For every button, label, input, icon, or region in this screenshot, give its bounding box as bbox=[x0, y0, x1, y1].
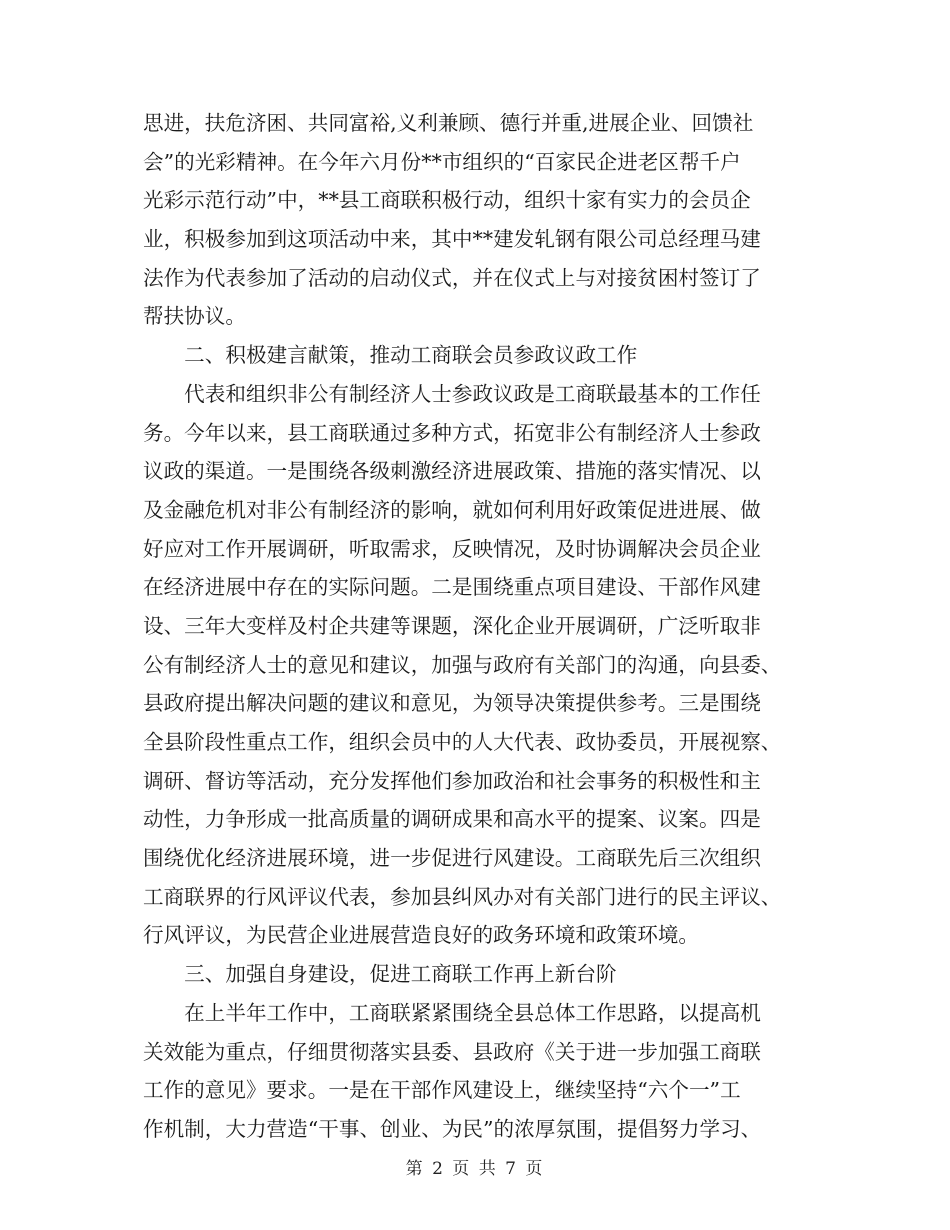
text-line: 务。今年以来，县工商联通过多种方式，拓宽非公有制经济人士参政 bbox=[143, 420, 761, 445]
text-line: 法作为代表参加了活动的启动仪式，并在仪式上与对接贫困村签订了 bbox=[143, 265, 761, 290]
text-line: 关效能为重点，仔细贯彻落实县委、县政府《关于进一步加强工商联 bbox=[143, 1039, 761, 1064]
text-line: 调研、督访等活动，充分发挥他们参加政治和社会事务的积极性和主 bbox=[143, 768, 761, 793]
section-heading: 二、积极建言献策，推动工商联会员参政议政工作 bbox=[143, 343, 638, 368]
text-line: 及金融危机对非公有制经济的影响，就如何利用好政策促进进展、做 bbox=[143, 497, 761, 522]
text-line: 作机制，大力营造“干事、创业、为民”的浓厚氛围，提倡努力学习、 bbox=[143, 1116, 762, 1141]
text-line: 思进，扶危济困、共同富裕,义利兼顾、德行并重,进展企业、回馈社 bbox=[143, 111, 754, 135]
text-line: 代表和组织非公有制经济人士参政议政是工商联最基本的工作任 bbox=[143, 381, 761, 406]
text-line: 业，积极参加到这项活动中来，其中**建发轧钢有限公司总经理马建 bbox=[143, 227, 761, 252]
body-text bbox=[143, 104, 803, 1149]
text-line: 全县阶段性重点工作，组织会员中的人大代表、政协委员，开展视察、 bbox=[143, 730, 782, 754]
text-line: 帮扶协议。 bbox=[143, 304, 246, 329]
text-line: 公有制经济人士的意见和建议，加强与政府有关部门的沟通，向县委、 bbox=[143, 652, 782, 677]
text-line: 县政府提出解决问题的建议和意见，为领导决策提供参考。三是围绕 bbox=[143, 691, 761, 716]
text-line: 议政的渠道。一是围绕各级刺激经济进展政策、措施的落实情况、以 bbox=[143, 459, 761, 484]
page-number-footer: 第 2 页 共 7 页 bbox=[405, 1159, 545, 1179]
text-line: 好应对工作开展调研，听取需求，反映情况，及时协调解决会员企业 bbox=[143, 536, 761, 561]
text-line: 设、三年大变样及村企共建等课题，深化企业开展调研，广泛听取非 bbox=[143, 613, 761, 638]
text-line: 工商联界的行风评议代表，参加县纠风办对有关部门进行的民主评议、 bbox=[143, 884, 782, 909]
text-line: 围绕优化经济进展环境，进一步促进行风建设。工商联先后三次组织 bbox=[143, 846, 761, 871]
document-body bbox=[143, 104, 803, 1149]
text-line: 工作的意见》要求。一是在干部作风建设上，继续坚持“六个一”工 bbox=[143, 1078, 741, 1103]
text-line: 动性，力争形成一批高质量的调研成果和高水平的提案、议案。四是 bbox=[143, 807, 761, 832]
text-line: 在经济进展中存在的实际问题。二是围绕重点项目建设、干部作风建 bbox=[143, 575, 761, 600]
text-line: 在上半年工作中，工商联紧紧围绕全县总体工作思路，以提高机 bbox=[143, 1000, 761, 1025]
section-heading: 三、加强自身建设，促进工商联工作再上新台阶 bbox=[143, 962, 617, 987]
text-line: 光彩示范行动”中，**县工商联积极行动，组织十家有实力的会员企 bbox=[143, 188, 751, 213]
text-line: 行风评议，为民营企业进展营造良好的政务环境和政策环境。 bbox=[143, 923, 700, 948]
text-line: 会”的光彩精神。在今年六月份**市组织的“百家民企进老区帮千户 bbox=[143, 149, 741, 174]
